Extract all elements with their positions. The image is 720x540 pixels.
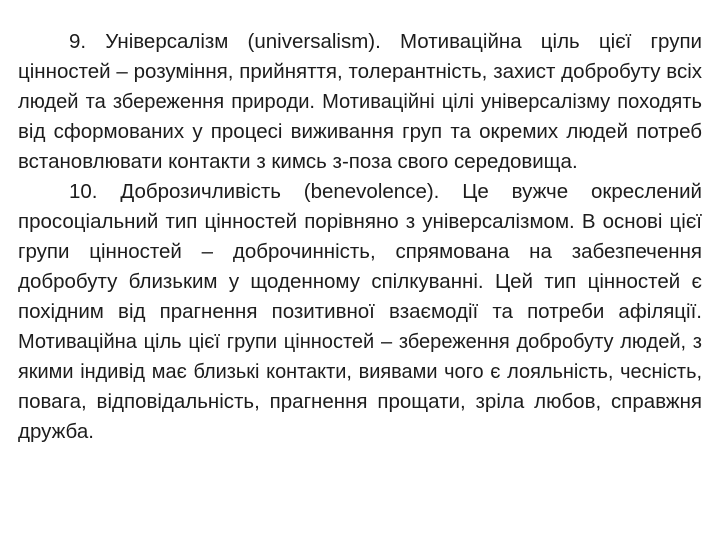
text-line: людей та збереження природи. Мотиваційні цілі універсалізму походять <box>18 91 702 113</box>
text-line: Мотиваційна ціль цієї групи цінностей – збереження добробуту людей, з <box>18 331 702 353</box>
text-line: похідним від прагнення позитивної взаємодії та потреби афіляції. <box>18 300 702 323</box>
document-page <box>18 27 702 447</box>
text-line: 10. Доброзичливість (benevolence). Це вужче окреслений <box>69 180 702 203</box>
text-line: повага, відповідальність, прагнення прощати, зріла любов, справжня <box>18 390 702 413</box>
text-line: від сформованих у процесі виживання груп та окремих людей потреб <box>18 120 702 143</box>
paragraph-universalism <box>18 27 702 177</box>
text-line: 9. Універсалізм (universalism). Мотиваційна ціль цієї групи <box>69 30 702 53</box>
paragraph-benevolence <box>18 177 702 447</box>
text-line: групи цінностей – доброчинність, спрямована на забезпечення <box>18 240 702 263</box>
text-line: якими індивід має близькі контакти, виявами чого є лояльність, чесність, <box>18 361 702 383</box>
text-line: цінностей – розуміння, прийняття, толерантність, захист добробуту всіх <box>18 60 702 83</box>
text-line: встановлювати контакти з кимсь з-поза свого середовища. <box>18 150 578 173</box>
text-line: дружба. <box>18 420 94 443</box>
text-line: просоціальний тип цінностей порівняно з універсалізмом. В основі цієї <box>18 210 702 233</box>
text-line: добробуту близьким у щоденному спілкуванні. Цей тип цінностей є <box>18 270 702 293</box>
